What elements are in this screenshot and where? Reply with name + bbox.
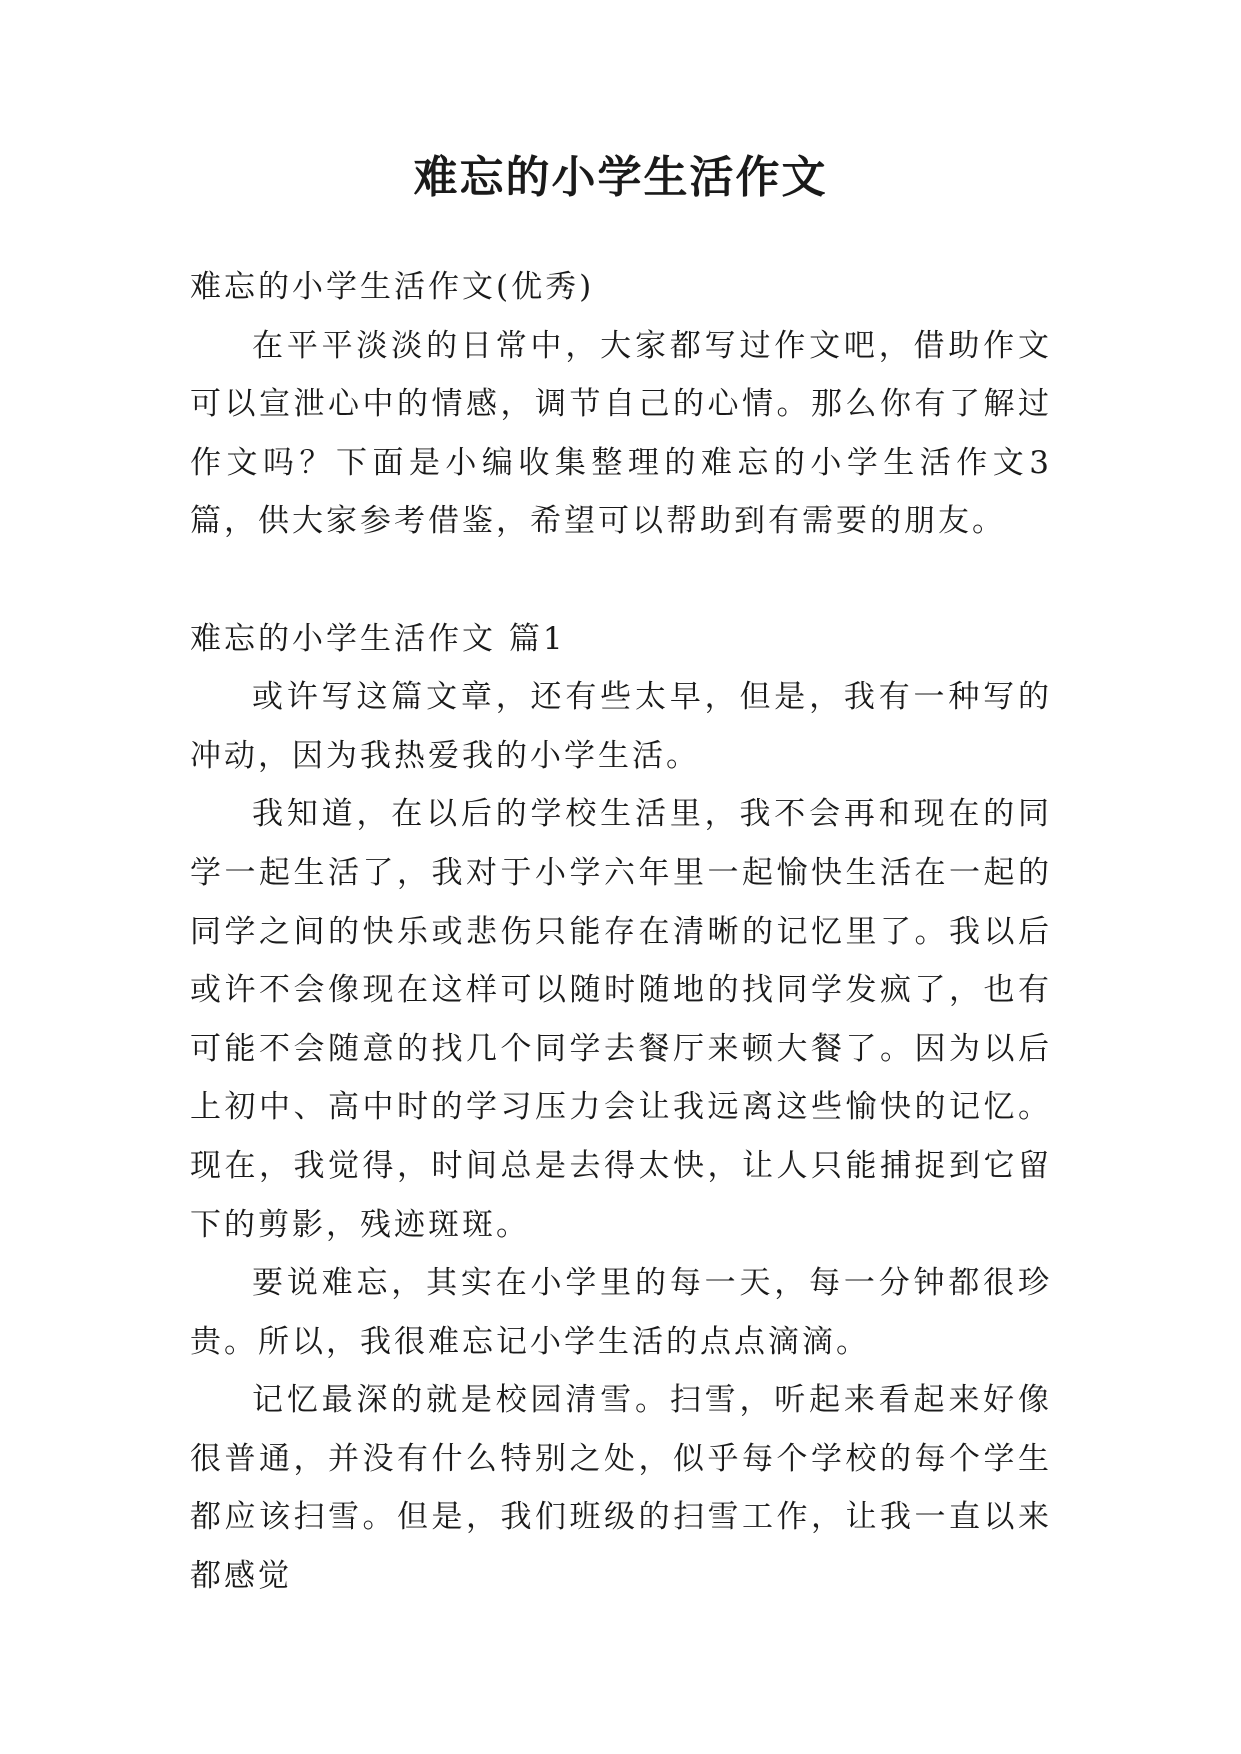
document-title: 难忘的小学生活作文 <box>413 152 828 203</box>
document-subtitle: 难忘的小学生活作文(优秀) <box>190 269 595 305</box>
body-paragraph: 要说难忘，其实在小学里的每一天，每一分钟都很珍贵。所以，我很难忘记小学生活的点点滴滴。 <box>190 1265 1052 1360</box>
intro-paragraph: 在平平淡淡的日常中，大家都写过作文吧，借助作文可以宣泄心中的情感，调节自己的心情。那么你有了解过作文吗？下面是小编收集整理的难忘的小学生活作文3篇，供大家参考借鉴，希望可以帮助到有需要的朋友。 <box>190 327 1052 540</box>
body-paragraph: 我知道，在以后的学校生活里，我不会再和现在的同学一起生活了，我对于小学六年里一起愉快生活在一起的同学之间的快乐或悲伤只能存在清晰的记忆里了。我以后或许不会像现在这样可以随时随地的找同学发疯了，也有可能不会随意的找几个同学去餐厅来顿大餐了。因为以后上初中、高中时的学习压力会让我远离这些愉快的记忆。现在，我觉得，时间总是去得太快，让人只能捕捉到它留下的剪影，残迹斑斑。 <box>190 796 1052 1243</box>
section-heading: 难忘的小学生活作文 篇1 <box>190 620 566 657</box>
document-body <box>190 258 1052 1606</box>
body-paragraph: 或许写这篇文章，还有些太早，但是，我有一种写的冲动，因为我热爱我的小学生活。 <box>190 679 1052 774</box>
body-paragraph: 记忆最深的就是校园清雪。扫雪，听起来看起来好像很普通，并没有什么特别之处，似乎每个学校的每个学生都应该扫雪。但是，我们班级的扫雪工作，让我一直以来都感觉 <box>190 1382 1052 1595</box>
section-spacer <box>190 551 1052 610</box>
